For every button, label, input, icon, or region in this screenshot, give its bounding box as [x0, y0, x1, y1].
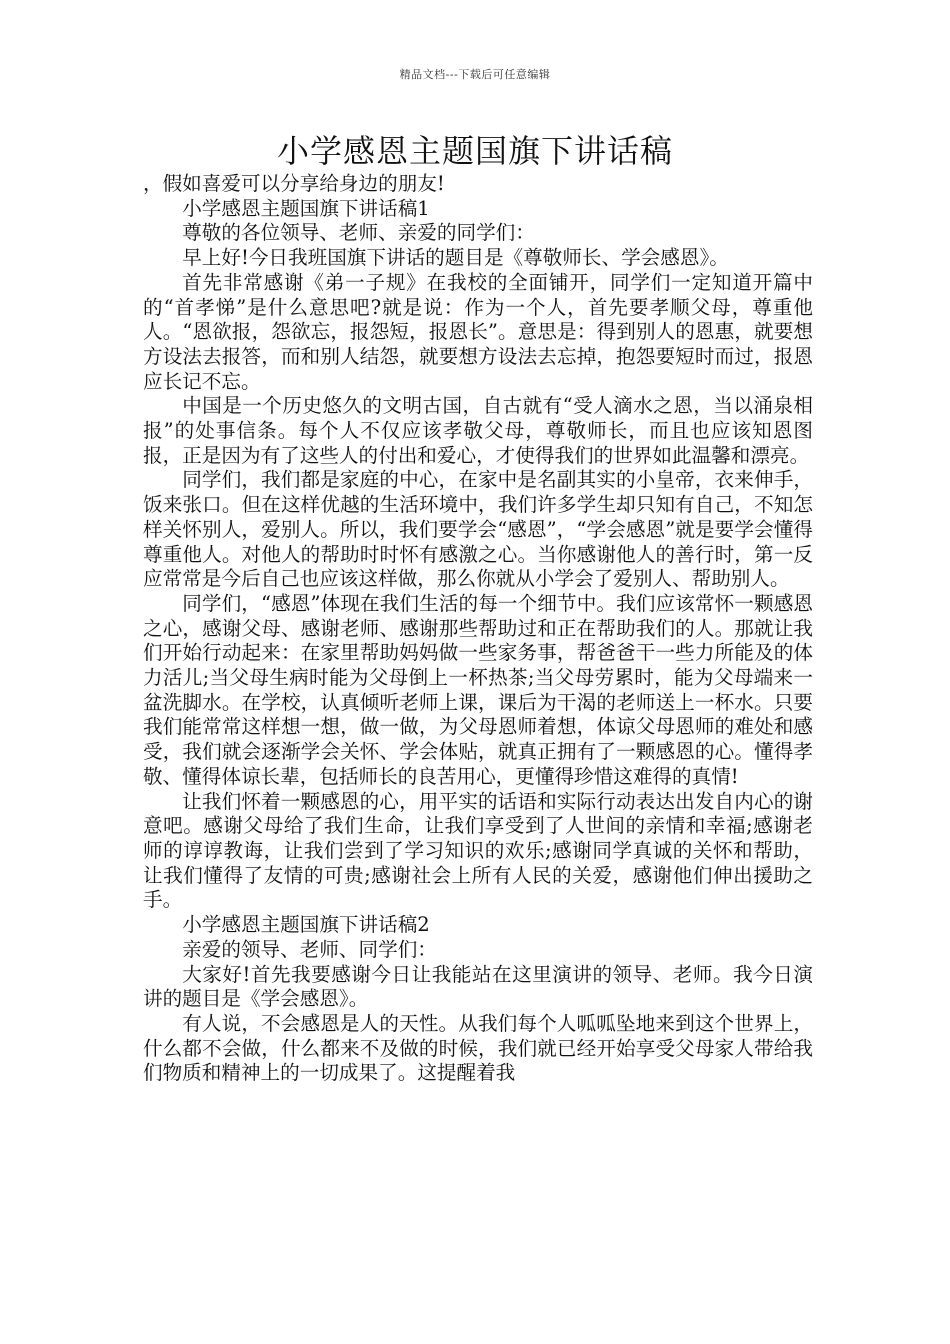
body-paragraph: 大家好!首先我要感谢今日让我能站在这里演讲的领导、老师。我今日演讲的题目是《学会感恩》。: [143, 962, 813, 1011]
body-paragraph: 小学感恩主题国旗下讲话稿2: [182, 913, 430, 937]
body-paragraph: 小学感恩主题国旗下讲话稿1: [182, 196, 430, 220]
document-title: 小学感恩主题国旗下讲话稿: [276, 132, 673, 170]
body-paragraph: 有人说，不会感恩是人的天性。从我们每个人呱呱坠地来到这个世界上，什么都不会做，什么都来不及做的时候，我们就已经开始享受父母家人带给我们物质和精神上的一切成果了。这提醒着我: [143, 1011, 813, 1085]
body-paragraph: ，假如喜爱可以分享给身边的朋友!: [143, 172, 445, 195]
header-note: 精品文档---下载后可任意编辑: [399, 68, 551, 81]
body-paragraph: 让我们怀着一颗感恩的心，用平实的话语和实际行动表达出发自内心的谢意吧。感谢父母给了我们生命，让我们享受到了人世间的亲情和幸福;感谢老师的谆谆教诲，让我们尝到了学习知识的欢乐;感谢同学真诚的关怀和帮助，让我们懂得了友情的可贵;感谢社会上所有人民的关爱，感谢他们伸出援助之手。: [143, 789, 813, 912]
body-paragraph: 首先非常感谢《弟一子规》在我校的全面铺开，同学们一定知道开篇中的“首孝悌”是什么意思吧?就是说：作为一个人，首先要孝顺父母，尊重他人。“恩欲报，怨欲忘，报怨短，报恩长”。意思是：得到别人的恩惠，就要想方设法去报答，而和别人结怨，就要想方设法去忘掉，抱怨要短时而过，报恩应长记不忘。: [143, 270, 813, 393]
body-paragraph: 亲爱的领导、老师、同学们：: [182, 937, 437, 961]
body-paragraph: 同学们，我们都是家庭的中心，在家中是名副其实的小皇帝，衣来伸手，饭来张口。但在这样优越的生活环境中，我们许多学生却只知有自己，不知怎样关怀别人，爱别人。所以，我们要学会“感恩”，“学会感恩”就是要学会懂得尊重他人。对他人的帮助时时怀有感激之心。当你感谢他人的善行时，第一反应常常是今后自己也应该这样做，那么你就从小学会了爱别人、帮助别人。: [143, 468, 813, 591]
body-paragraph: 早上好!今日我班国旗下讲话的题目是《尊敬师长、学会感恩》。: [182, 246, 729, 270]
body-paragraph: 中国是一个历史悠久的文明古国，自古就有“受人滴水之恩，当以涌泉相报”的处事信条。每个人不仅应该孝敬父母，尊敬师长，而且也应该知恩图报，正是因为有了这些人的付出和爱心，才使得我们的世界如此温馨和漂亮。: [143, 394, 813, 467]
body-paragraph: 尊敬的各位领导、老师、亲爱的同学们：: [182, 221, 535, 245]
body-paragraph: 同学们，“感恩”体现在我们生活的每一个细节中。我们应该常怀一颗感恩之心，感谢父母、感谢老师、感谢那些帮助过和正在帮助我们的人。那就让我们开始行动起来：在家里帮助妈妈做一些家务事，帮爸爸干一些力所能及的体力活儿;当父母生病时能为父母倒上一杯热茶;当父母劳累时，能为父母端来一盆洗脚水。在学校，认真倾听老师上课，课后为干渴的老师送上一杯水。只要我们能常常这样想一想，做一做，为父母恩师着想，体谅父母恩师的难处和感受，我们就会逐渐学会关怀、学会体贴，就真正拥有了一颗感恩的心。懂得孝敬、懂得体谅长辈，包括师长的良苦用心，更懂得珍惜这难得的真情!: [143, 591, 813, 788]
document-body: [143, 172, 813, 1086]
